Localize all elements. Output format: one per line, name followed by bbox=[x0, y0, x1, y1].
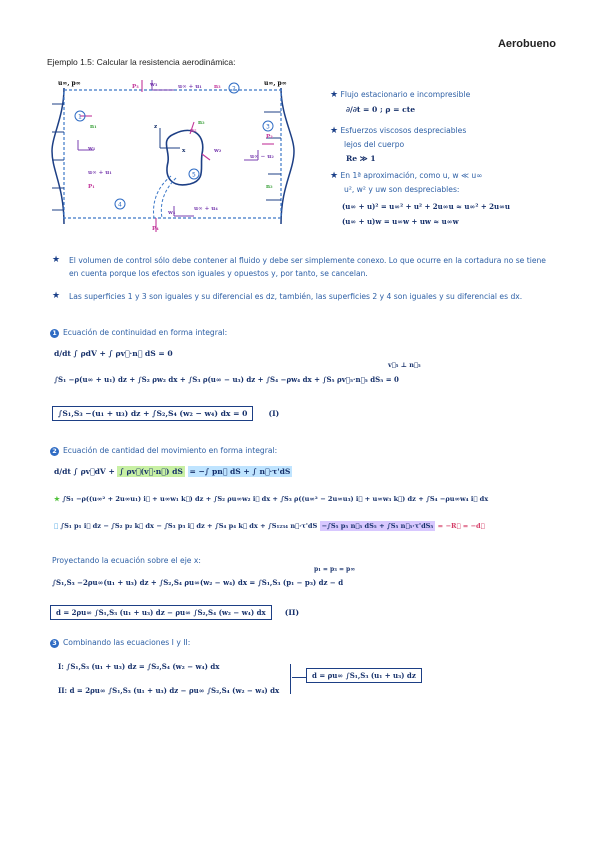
green-star-icon: ★ bbox=[54, 495, 60, 503]
s2-eq1b: ∫ ρv⃗(v⃗·n⃗) dS bbox=[119, 467, 183, 476]
diagram-num-2: 2 bbox=[232, 85, 236, 93]
proj-eq2: d = 2ρu∞ ∫S₁,S₃ (u₁ + u₃) dz − ρu∞ ∫S₂,S₄ (w₂ − w₄) dx bbox=[50, 605, 272, 620]
diagram-w3-label: w₃ bbox=[150, 82, 158, 88]
header: Aerobueno bbox=[497, 38, 556, 50]
star-icon: ★ bbox=[52, 291, 61, 301]
diagram-u-left-label: u∞ + u₁ bbox=[88, 170, 112, 176]
diagram-corner-tr: u∞, p∞ bbox=[264, 80, 287, 87]
diagram-z-axis-label: z bbox=[154, 124, 158, 130]
note-text: El volumen de control sólo debe contener al fluido y debe ser simplemente conexo. Lo que ocurre en la cortadura no se tiene en cuenta porque los efectos son iguales y opuestos y, por tanto, se cancelan. bbox=[69, 256, 546, 278]
s2-eq1c: = −∫ pn⃗ dS + ∫ n⃗·τ'dS bbox=[189, 467, 291, 476]
proj-note: p₁ = p₃ = p∞ bbox=[314, 566, 356, 573]
section-2-title bbox=[50, 446, 277, 456]
diagram-p3-label: P₃ bbox=[132, 84, 139, 90]
diagram-n2-label: n₂ bbox=[198, 120, 205, 126]
note-2 bbox=[52, 290, 552, 303]
hypotheses bbox=[330, 88, 580, 226]
section-number: 1 bbox=[50, 329, 59, 338]
s3-result: d = ρu∞ ∫S₁,S₃ (u₁ + u₃) dz bbox=[306, 668, 422, 683]
diagram-n3-label: n₃ bbox=[214, 84, 221, 90]
star-icon: ★ bbox=[330, 171, 339, 181]
diagram-u-right-label: u∞ − u₂ bbox=[250, 154, 274, 160]
star-icon: ★ bbox=[52, 255, 61, 265]
diagram-w4-label: w₄ bbox=[168, 210, 176, 216]
s2-eq3b: −∫S₅ p₅ n⃗₅ dS₅ + ∫S₅ n⃗₅·τ'dS₅ bbox=[321, 522, 434, 530]
note-text: Las superficies 1 y 3 son iguales y su diferencial es dz, también, las superficies 2 y 4 son iguales y su diferencial es dx. bbox=[69, 292, 523, 301]
s1-eq1: d/dt ∫ ρdV + ∫ ρv⃗·n⃗ dS = 0 bbox=[54, 349, 173, 358]
proj-eq2-row bbox=[50, 600, 299, 619]
section-title-text: Combinando las ecuaciones I y II: bbox=[63, 638, 191, 647]
s3-eqI: I: ∫S₁,S₃ (u₁ + u₃) dz = ∫S₂,S₄ (w₂ − w₄) dx bbox=[58, 662, 220, 671]
diagram-n2-right-label: n₂ bbox=[266, 184, 273, 190]
s1-eq3-row bbox=[52, 401, 279, 420]
proj-title: Proyectando la ecuación sobre el eje x: bbox=[52, 556, 201, 565]
note-1 bbox=[52, 254, 552, 280]
star-icon: ★ bbox=[330, 126, 339, 136]
s2-eq3c: = −R⃗ = −d⃗ bbox=[437, 522, 485, 530]
hyp-math: (u∞ + u)w = u∞w + uw ≈ u∞w bbox=[342, 217, 459, 226]
section-number: 3 bbox=[50, 639, 59, 648]
diagram-w1-label: w₁ bbox=[88, 146, 96, 152]
diagram-p4-label: P₄ bbox=[152, 226, 159, 232]
diagram-p1-label: P₁ bbox=[88, 184, 95, 190]
diagram-u-top-label: u∞ + u₁ bbox=[178, 84, 202, 90]
hyp-math: Re ≫ 1 bbox=[346, 154, 376, 163]
hyp-math: ∂/∂t = 0 ; ρ = cte bbox=[346, 105, 416, 114]
s2-eq1a: d/dt ∫ ρv⃗dV + bbox=[54, 467, 115, 476]
diagram-corner-tl: u∞, p∞ bbox=[58, 80, 81, 87]
hyp-text: Flujo estacionario e incompresible bbox=[340, 90, 471, 99]
combine-arrow-icon bbox=[292, 677, 306, 678]
section-1-title bbox=[50, 328, 227, 338]
diagram-num-3: 3 bbox=[266, 123, 270, 131]
s2-eq3a: ∫S₁ p₁ i⃗ dz − ∫S₂ p₂ k⃗ dx − ∫S₃ p₃ i⃗ dz + ∫S₄ p₄ k⃗ dx + ∫S₁₂₃₄ n⃗·τ'dS bbox=[60, 522, 318, 530]
diagram-num-4: 4 bbox=[118, 201, 122, 209]
hyp-text: Esfuerzos viscosos despreciables bbox=[340, 126, 467, 135]
hyp-text: u², w² y uw son despreciables: bbox=[344, 185, 460, 194]
s2-eq2-row bbox=[54, 495, 488, 503]
diagram-n5-label: n₅ bbox=[190, 128, 197, 134]
s2-eq2: ∫S₁ −ρ((u∞² + 2u∞u₁) i⃗ + u∞w₁ k⃗) dz + ∫S₂ ρu∞w₂ i⃗ dx + ∫S₃ ρ((u∞² − 2u∞u₃) i⃗ + u∞w₃ k⃗) dz + ∫S₄ −ρu∞w₄ i⃗ dx bbox=[62, 495, 489, 503]
diagram-num-5: 5 bbox=[192, 171, 196, 179]
s1-note: v⃗₅ ⊥ n⃗₅ bbox=[388, 361, 421, 369]
blue-star-icon: ★ bbox=[54, 522, 58, 530]
s2-eq1 bbox=[54, 467, 292, 476]
section-title-text: Ecuación de continuidad en forma integral: bbox=[63, 328, 228, 337]
combine-bracket bbox=[290, 664, 303, 694]
diagram-x-axis-label: x bbox=[182, 148, 186, 154]
diagram-w2-label: w₂ bbox=[214, 148, 222, 154]
section-3-title bbox=[50, 638, 190, 648]
proj-eq1: ∫S₁,S₃ −2ρu∞(u₁ + u₃) dz + ∫S₂,S₄ ρu∞(w₂ − w₄) dx = ∫S₁,S₃ (p₁ − p₃) dz − d bbox=[52, 578, 344, 587]
s1-eq2: ∫S₁ −ρ(u∞ + u₁) dz + ∫S₂ ρw₂ dx + ∫S₃ ρ(u∞ − u₃) dz + ∫S₄ −ρw₄ dx + ∫S₅ ρv⃗₅·n⃗₅ dS₅ = 0 bbox=[54, 375, 399, 384]
section-number: 2 bbox=[50, 447, 59, 456]
diagram-num-1: 1 bbox=[78, 113, 82, 121]
diagram-u-bottom-label: u∞ + u₄ bbox=[194, 206, 218, 212]
hyp-text: En 1ª aproximación, como u, w ≪ u∞ bbox=[340, 171, 483, 180]
s1-tag: (I) bbox=[268, 409, 280, 418]
section-title-text: Ecuación de cantidad del movimiento en forma integral: bbox=[63, 446, 278, 455]
s2-eq3-row bbox=[54, 522, 485, 530]
diagram-n1-label: n₁ bbox=[90, 124, 97, 130]
proj-tag: (II) bbox=[284, 608, 300, 617]
hyp-text: lejos del cuerpo bbox=[344, 140, 405, 149]
s3-eqII: II: d = 2ρu∞ ∫S₁,S₃ (u₁ + u₃) dz − ρu∞ ∫S₂,S₄ (w₂ − w₄) dx bbox=[58, 686, 280, 695]
s1-eq3: ∫S₁,S₃ −(u₁ + u₃) dz + ∫S₂,S₄ (w₂ − w₄) dx = 0 bbox=[52, 406, 253, 421]
control-volume-diagram bbox=[44, 76, 304, 236]
star-icon: ★ bbox=[330, 90, 339, 100]
page-title: Ejemplo 1.5: Calcular la resistencia aerodinámica: bbox=[47, 57, 236, 67]
hyp-math: (u∞ + u)² = u∞² + u² + 2u∞u ≈ u∞² + 2u∞u bbox=[342, 202, 511, 211]
diagram-p2-label: P₂ bbox=[266, 134, 273, 140]
